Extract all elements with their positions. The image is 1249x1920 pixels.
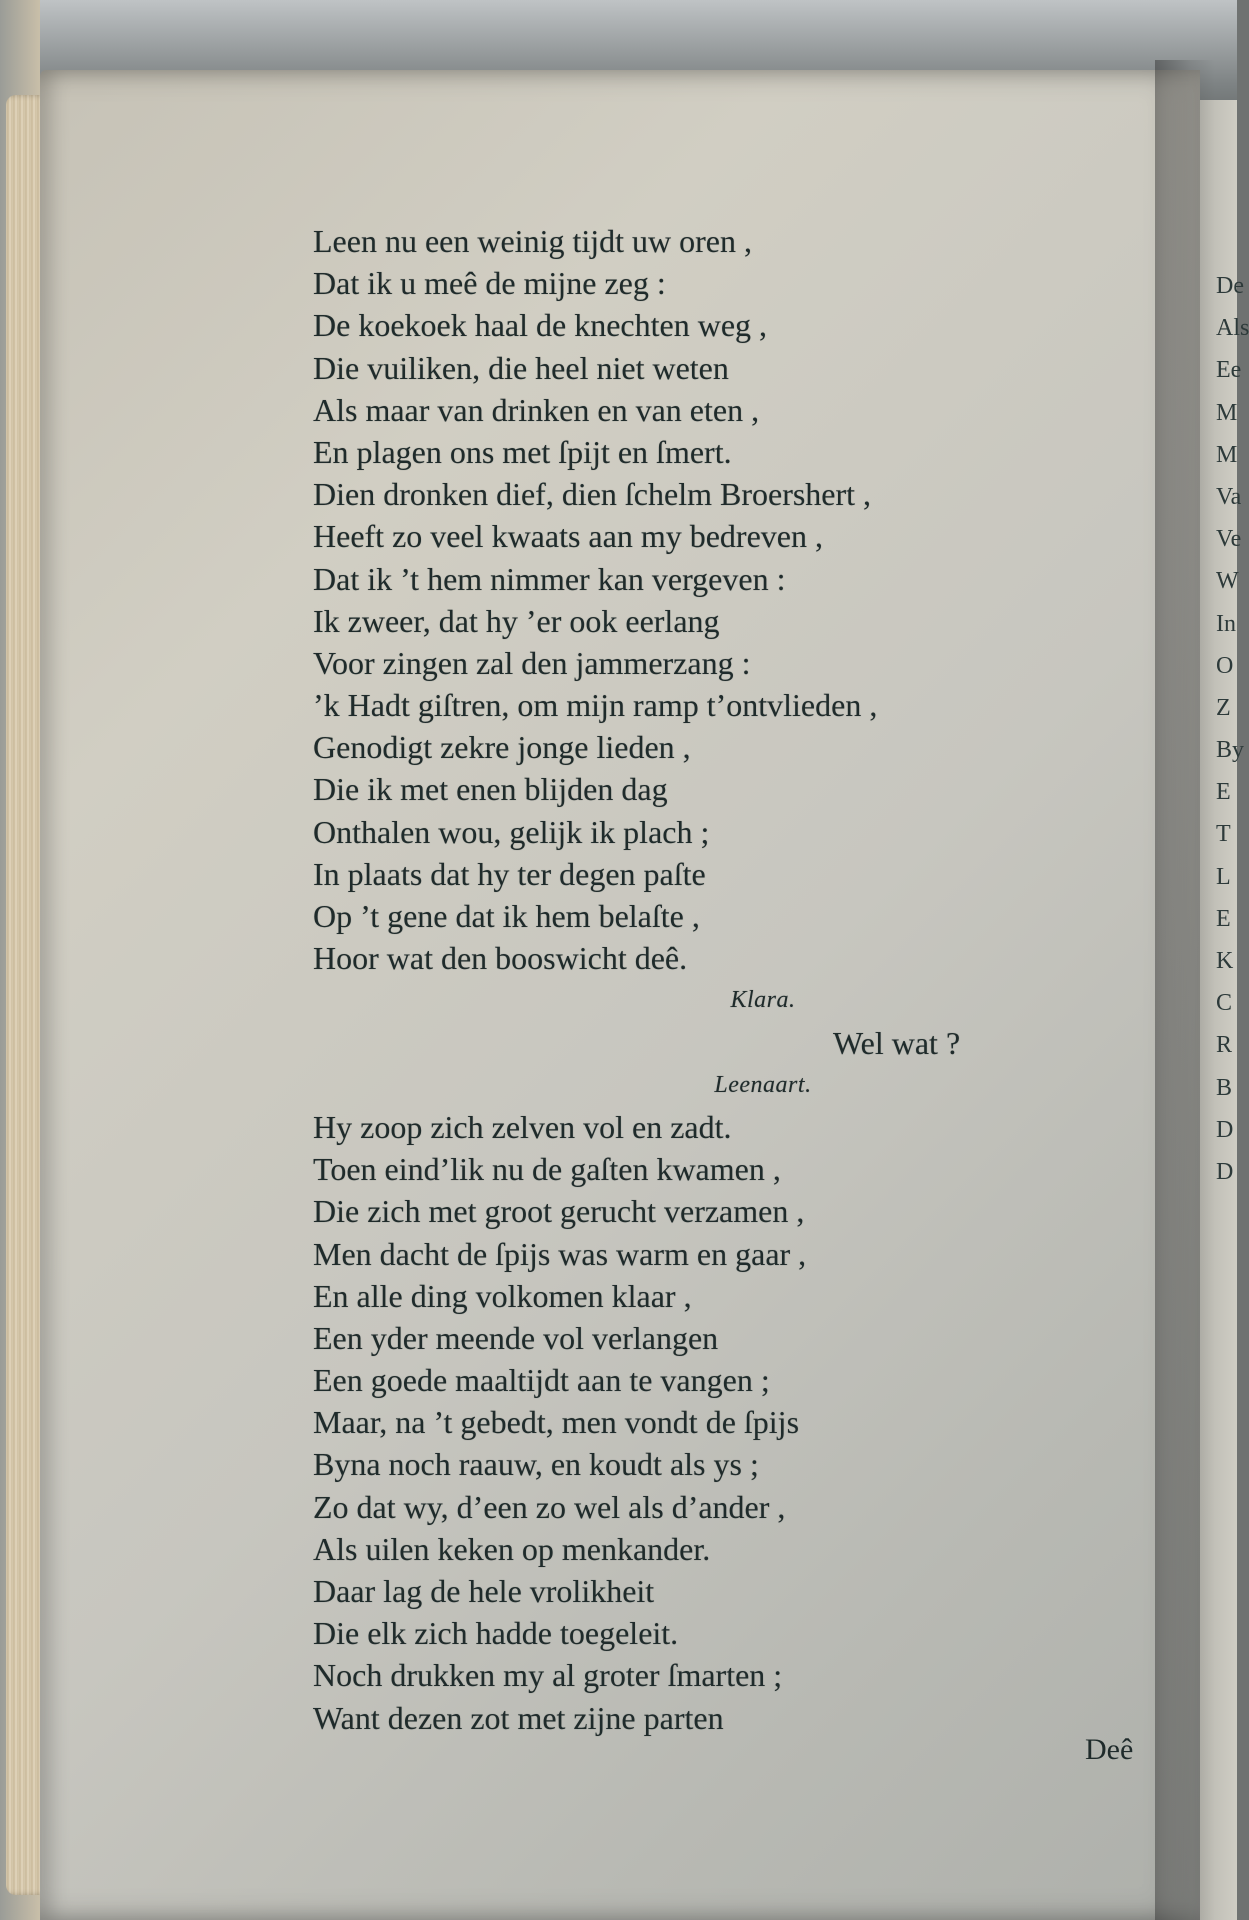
- verse-line: Als uilen keken op menkander.: [313, 1530, 711, 1567]
- facing-page-fragment: T: [1216, 821, 1231, 848]
- verse-line: Want dezen zot met zijne parten: [313, 1699, 724, 1736]
- verse-line: Ik zweer, dat hy ’er ook eerlang: [313, 602, 720, 639]
- facing-page-fragment: In: [1216, 610, 1236, 637]
- facing-page-fragment: W: [1216, 568, 1239, 595]
- verse-line: Een yder meende vol verlangen: [313, 1319, 719, 1356]
- facing-page-fragment: O: [1216, 652, 1234, 679]
- verse-line: Noch drukken my al groter ſmarten ;: [313, 1657, 783, 1694]
- facing-page-fragment: M: [1216, 441, 1238, 468]
- reply-line: Wel wat ?: [833, 1024, 961, 1061]
- verse-line: Dat ik u meê de mijne zeg :: [313, 265, 666, 302]
- facing-page-fragment: Ve: [1216, 526, 1242, 553]
- verse-line: Voor zingen zal den jammerzang :: [313, 644, 751, 681]
- speaker-heading-klara: Klara.: [730, 987, 796, 1014]
- verse-line: Byna noch raauw, en koudt als ys ;: [313, 1446, 759, 1483]
- verse-line: Een goede maaltijdt aan te vangen ;: [313, 1362, 770, 1399]
- facing-page-fragment: E: [1216, 905, 1231, 932]
- facing-page-fragment: Ee: [1216, 357, 1242, 384]
- facing-page-fragment: D: [1216, 1116, 1234, 1143]
- facing-page-fragment: By: [1216, 737, 1245, 764]
- facing-page-fragment: C: [1216, 990, 1233, 1017]
- verse-line: Die zich met groot gerucht verzamen ,: [313, 1193, 805, 1230]
- verse-line: Hoor wat den booswicht deê.: [313, 940, 688, 977]
- verse-line: Op ’t gene dat ik hem belaſte ,: [313, 898, 700, 934]
- verse-line: In plaats dat hy ter degen paſte: [313, 855, 706, 892]
- verse-line: Die elk zich hadde toegeleit.: [313, 1615, 679, 1652]
- facing-page-fragment: Z: [1216, 694, 1231, 721]
- verse-line: Dat ik ’t hem nimmer kan vergeven :: [313, 560, 786, 597]
- facing-page-fragment: E: [1216, 779, 1231, 806]
- book-gutter: [1155, 60, 1215, 1920]
- verse-line: Als maar van drinken en van eten ,: [313, 391, 760, 428]
- speaker-heading-leenaart: Leenaart.: [714, 1071, 812, 1098]
- verse-block-1: [313, 220, 1133, 979]
- facing-page-fragment: De: [1216, 273, 1244, 299]
- facing-page-fragment: R: [1216, 1032, 1233, 1059]
- verse-line: Heeft zo veel kwaats aan my bedreven ,: [313, 518, 823, 555]
- verse-line: De koekoek haal de knechten weg ,: [313, 307, 768, 344]
- verse-line: Die ik met enen blijden dag: [313, 771, 668, 808]
- verse-line: ’k Hadt giſtren, om mijn ramp t’ontvlieden ,: [313, 687, 878, 724]
- verse-line: Zo dat wy, d’een zo wel als d’ander ,: [313, 1488, 786, 1525]
- facing-page-fragment: M: [1216, 399, 1238, 426]
- verse-line: Leen nu een weinig tijdt uw oren ,: [313, 223, 752, 259]
- facing-page-fragment: B: [1216, 1074, 1233, 1101]
- facing-page-fragment: Va: [1216, 483, 1242, 510]
- verse-block-2: [313, 1106, 1133, 1739]
- facing-page-fragment: K: [1216, 948, 1234, 974]
- verse-line: En alle ding volkomen klaar ,: [313, 1277, 692, 1314]
- facing-page-fragment: L: [1216, 863, 1231, 890]
- verse-line: Onthalen wou, gelijk ik plach ;: [313, 813, 710, 850]
- catchword: Deê: [1085, 1733, 1134, 1766]
- verse-line: Maar, na ’t gebedt, men vondt de ſpijs: [313, 1404, 800, 1441]
- verse-line: Genodigt zekre jonge lieden ,: [313, 729, 691, 766]
- verse-line: Hy zoop zich zelven vol en zadt.: [313, 1108, 732, 1145]
- verse-line: Toen eind’lik nu de gaſten kwamen ,: [313, 1151, 781, 1188]
- verse-line: Dien dronken dief, dien ſchelm Broershert ,: [313, 476, 872, 513]
- verse-line: Men dacht de ſpijs was warm en gaar ,: [313, 1235, 807, 1272]
- verse-text: [313, 220, 1133, 1739]
- verse-line: Die vuiliken, die heel niet weten: [313, 349, 729, 386]
- verse-line: En plagen ons met ſpijt en ſmert.: [313, 433, 732, 470]
- facing-page-fragment: Als: [1216, 315, 1249, 342]
- facing-page-text: [1216, 265, 1249, 1193]
- facing-page-fragment: D: [1216, 1158, 1234, 1185]
- verse-line: Daar lag de hele vrolikheit: [313, 1573, 655, 1609]
